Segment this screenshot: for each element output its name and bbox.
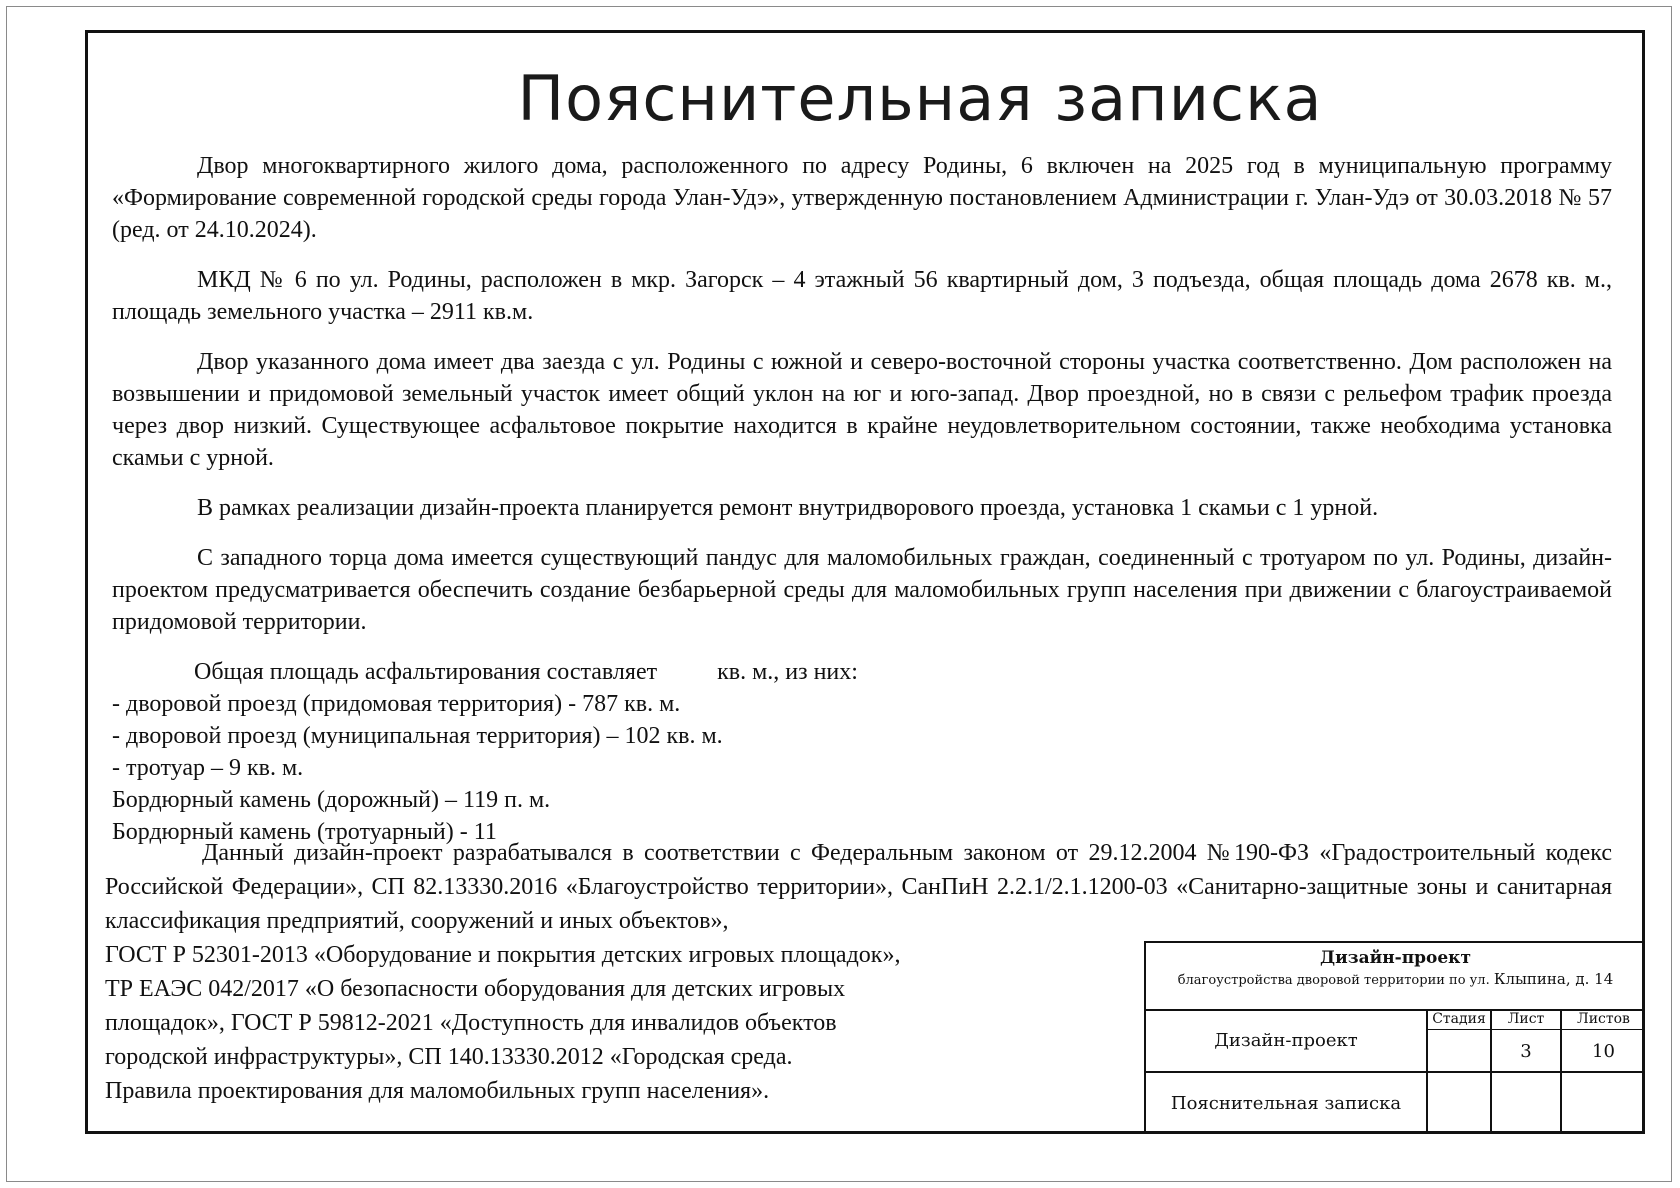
- sheet-number: 3: [1492, 1030, 1560, 1073]
- sheet-name: Пояснительная записка: [1146, 1073, 1428, 1134]
- paragraph-plan: В рамках реализации дизайн-проекта планируется ремонт внутридворового проезда, установка 1 скамьи с 1 урной.: [197, 495, 1379, 521]
- regulation-line: Правила проектирования для маломобильных групп населения».: [105, 1078, 770, 1104]
- paragraph-building: МКД № 6 по ул. Родины, расположен в мкр. Загорск – 4 этажный 56 квартирный дом, 3 подъезда, общая площадь дома 2678 кв. м., площадь земельного участка – 2911 кв.м.: [112, 267, 1612, 325]
- sheets-header: Листов: [1562, 1009, 1645, 1030]
- project-subtitle: [1146, 970, 1645, 988]
- stage-value: [1428, 1030, 1490, 1073]
- regulation-line: ГОСТ Р 52301-2013 «Оборудование и покрытия детских игровых площадок»,: [105, 942, 901, 968]
- document-body: [112, 150, 1612, 848]
- project-subtitle-text: благоустройства дворовой территории по ул.: [1177, 973, 1490, 988]
- title-block-header: [1146, 943, 1645, 1011]
- sheet-header: Лист: [1492, 1009, 1560, 1030]
- stage-column: [1428, 1009, 1492, 1134]
- regulation-line: площадок», ГОСТ Р 59812-2021 «Доступность для инвалидов объектов: [105, 1010, 837, 1036]
- list-item: Бордюрный камень (дорожный) – 119 п. м.: [112, 787, 551, 813]
- list-item: - дворовой проезд (муниципальная территория) – 102 кв. м.: [112, 723, 723, 749]
- list-item: - дворовой проезд (придомовая территория) - 787 кв. м.: [112, 691, 681, 717]
- area-list: [112, 656, 1612, 848]
- regulations-list: [105, 938, 1065, 1108]
- sheets-total: 10: [1562, 1030, 1645, 1073]
- stage-header: Стадия: [1428, 1009, 1490, 1030]
- sheet-column: [1492, 1009, 1562, 1134]
- list-item: - тротуар – 9 кв. м.: [112, 755, 304, 781]
- project-title: Дизайн-проект: [1320, 948, 1471, 968]
- title-block: [1144, 941, 1645, 1134]
- regulations-intro: Данный дизайн-проект разрабатывался в соответствии с Федеральным законом от 29.12.2004 №190-ФЗ «Градостроительный кодекс Российской Федерации», СП 82.13330.2016 «Благоустройство территории», СанПиН 2.2.1/2.1.1200-03 «Санитарно-защитные зоны и санитарная классификация предприятий, сооружений и иных объектов»,: [105, 840, 1612, 934]
- stage-label: Дизайн-проект: [1146, 1009, 1428, 1073]
- regulation-line: ТР ЕАЭС 042/2017 «О безопасности оборудования для детских игровых: [105, 976, 846, 1002]
- sheets-column: [1562, 1009, 1645, 1134]
- project-address: Клыпина, д. 14: [1493, 970, 1614, 988]
- paragraph-ramp: С западного торца дома имеется существующий пандус для маломобильных граждан, соединенный с тротуаром по ул. Родины, дизайн-проектом предусматривается обеспечить создание безбарьерной среды для маломобильных групп населения при движении с благоустраиваемой придомовой территории.: [112, 545, 1612, 635]
- regulation-line: городской инфраструктуры», СП 140.13330.2012 «Городская среда.: [105, 1044, 793, 1070]
- paragraph-yard: Двор указанного дома имеет два заезда с ул. Родины с южной и северо-восточной стороны участка соответственно. Дом расположен на возвышении и придомовой земельный участок имеет общий уклон на юг и юго-запад. Двор проездной, но в связи с рельефом трафик проезда через двор низкий. Существующее асфальтовое покрытие находится в крайне неудовлетворительном состоянии, также необходима установка скамьи с урной.: [112, 349, 1612, 471]
- area-intro: Общая площадь асфальтирования составляет кв. м., из них:: [194, 659, 858, 685]
- list-item: Бордюрный камень (тротуарный) - 11: [112, 819, 497, 845]
- page-title: Пояснительная записка: [517, 62, 1323, 135]
- paragraph-program: Двор многоквартирного жилого дома, расположенного по адресу Родины, 6 включен на 2025 год в муниципальную программу «Формирование современной городской среды города Улан-Удэ», утвержденную постановлением Администрации г. Улан-Удэ от 30.03.2018 № 57 (ред. от 24.10.2024).: [112, 153, 1612, 243]
